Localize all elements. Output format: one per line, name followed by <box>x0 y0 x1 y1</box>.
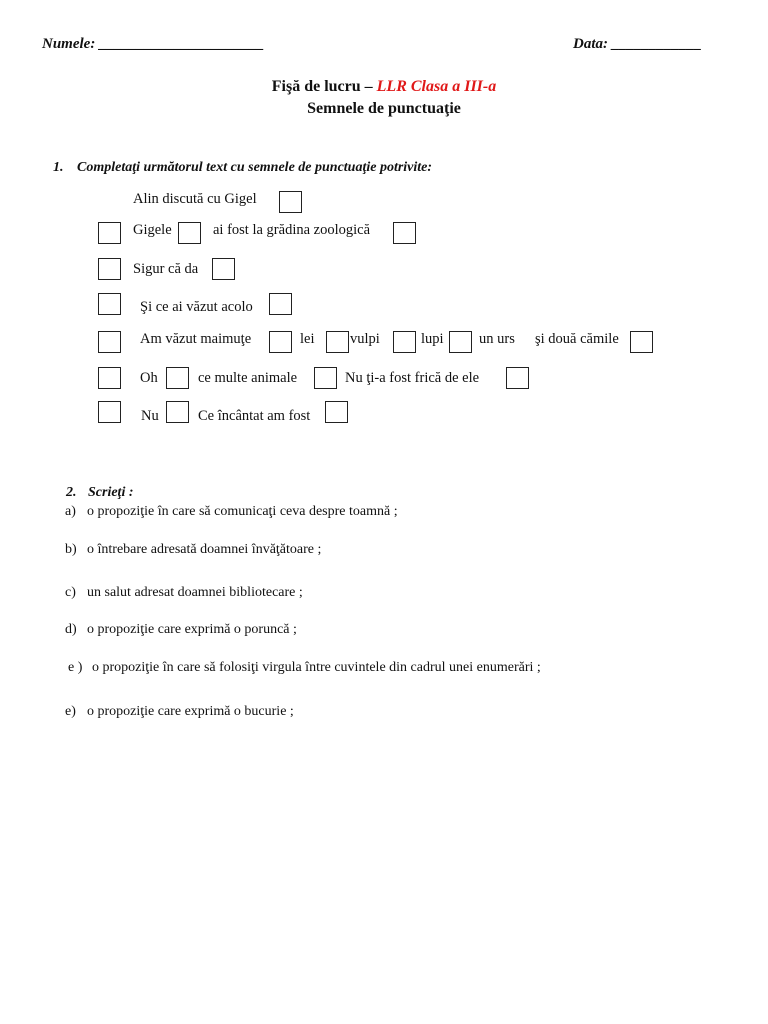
line5-text-f: şi două cămile <box>535 331 619 347</box>
page-title <box>0 78 768 96</box>
line5-text-b: lei <box>300 331 315 347</box>
item-text: o propoziţie care exprimă o bucurie ; <box>87 704 294 719</box>
line5-text-d: lupi <box>421 331 444 347</box>
exercise2-number: 2. <box>66 485 77 500</box>
item-label: e) <box>65 704 76 719</box>
punctuation-box[interactable] <box>166 401 189 423</box>
punctuation-box[interactable] <box>449 331 472 353</box>
line4-text: Şi ce ai văzut acolo <box>140 299 253 315</box>
title-subject: LLR Clasa a III-a <box>376 78 497 95</box>
punctuation-box[interactable] <box>98 367 121 389</box>
punctuation-box[interactable] <box>325 401 348 423</box>
line6-text-c: Nu ţi-a fost frică de ele <box>345 370 480 386</box>
item-label: c) <box>65 585 76 600</box>
item-label: e ) <box>68 660 83 675</box>
punctuation-box[interactable] <box>178 222 201 244</box>
line6-text-b: ce multe animale <box>198 370 298 386</box>
punctuation-box[interactable] <box>279 191 302 213</box>
page-subtitle: Semnele de punctuaţie <box>307 100 461 117</box>
line5-text-a: Am văzut maimuţe <box>140 331 252 347</box>
date-field-label: Data: ____________ <box>573 36 702 52</box>
punctuation-box[interactable] <box>393 331 416 353</box>
punctuation-box[interactable] <box>506 367 529 389</box>
punctuation-box[interactable] <box>393 222 416 244</box>
punctuation-box[interactable] <box>98 331 121 353</box>
item-text: o întrebare adresată doamnei învăţătoare ; <box>87 542 322 557</box>
exercise1-instruction: Completaţi următorul text cu semnele de punctuaţie potrivite: <box>77 160 433 175</box>
item-text: o propoziţie în care să comunicaţi ceva despre toamnă ; <box>87 504 398 519</box>
punctuation-box[interactable] <box>166 367 189 389</box>
punctuation-box[interactable] <box>269 293 292 315</box>
item-label: d) <box>65 622 77 637</box>
line7-text-a: Nu <box>141 408 159 424</box>
exercise2-instruction: Scrieţi : <box>88 485 134 500</box>
punctuation-box[interactable] <box>98 222 121 244</box>
punctuation-box[interactable] <box>212 258 235 280</box>
line6-text-a: Oh <box>140 370 158 386</box>
line7-text-b: Ce încântat am fost <box>198 408 311 424</box>
exercise1-number: 1. <box>53 160 64 175</box>
punctuation-box[interactable] <box>98 401 121 423</box>
punctuation-box[interactable] <box>98 293 121 315</box>
line5-text-e: un urs <box>479 331 515 347</box>
line2-text-a: Gigele <box>133 222 172 238</box>
item-text: o propoziţie în care să folosiţi virgula între cuvintele din cadrul unei enumerări ; <box>92 660 541 675</box>
line3-text: Sigur că da <box>133 261 199 277</box>
line5-text-c: vulpi <box>350 331 380 347</box>
punctuation-box[interactable] <box>326 331 349 353</box>
punctuation-box[interactable] <box>98 258 121 280</box>
item-text: o propoziţie care exprimă o poruncă ; <box>87 622 297 637</box>
punctuation-box[interactable] <box>314 367 337 389</box>
title-prefix: Fişă de lucru – <box>271 78 377 95</box>
item-text: un salut adresat doamnei bibliotecare ; <box>87 585 303 600</box>
punctuation-box[interactable] <box>269 331 292 353</box>
name-field-label: Numele: ______________________ <box>42 36 265 52</box>
line2-text-b: ai fost la grădina zoologică <box>213 222 371 238</box>
line1-text: Alin discută cu Gigel <box>133 191 257 207</box>
item-label: b) <box>65 542 77 557</box>
item-label: a) <box>65 504 76 519</box>
punctuation-box[interactable] <box>630 331 653 353</box>
